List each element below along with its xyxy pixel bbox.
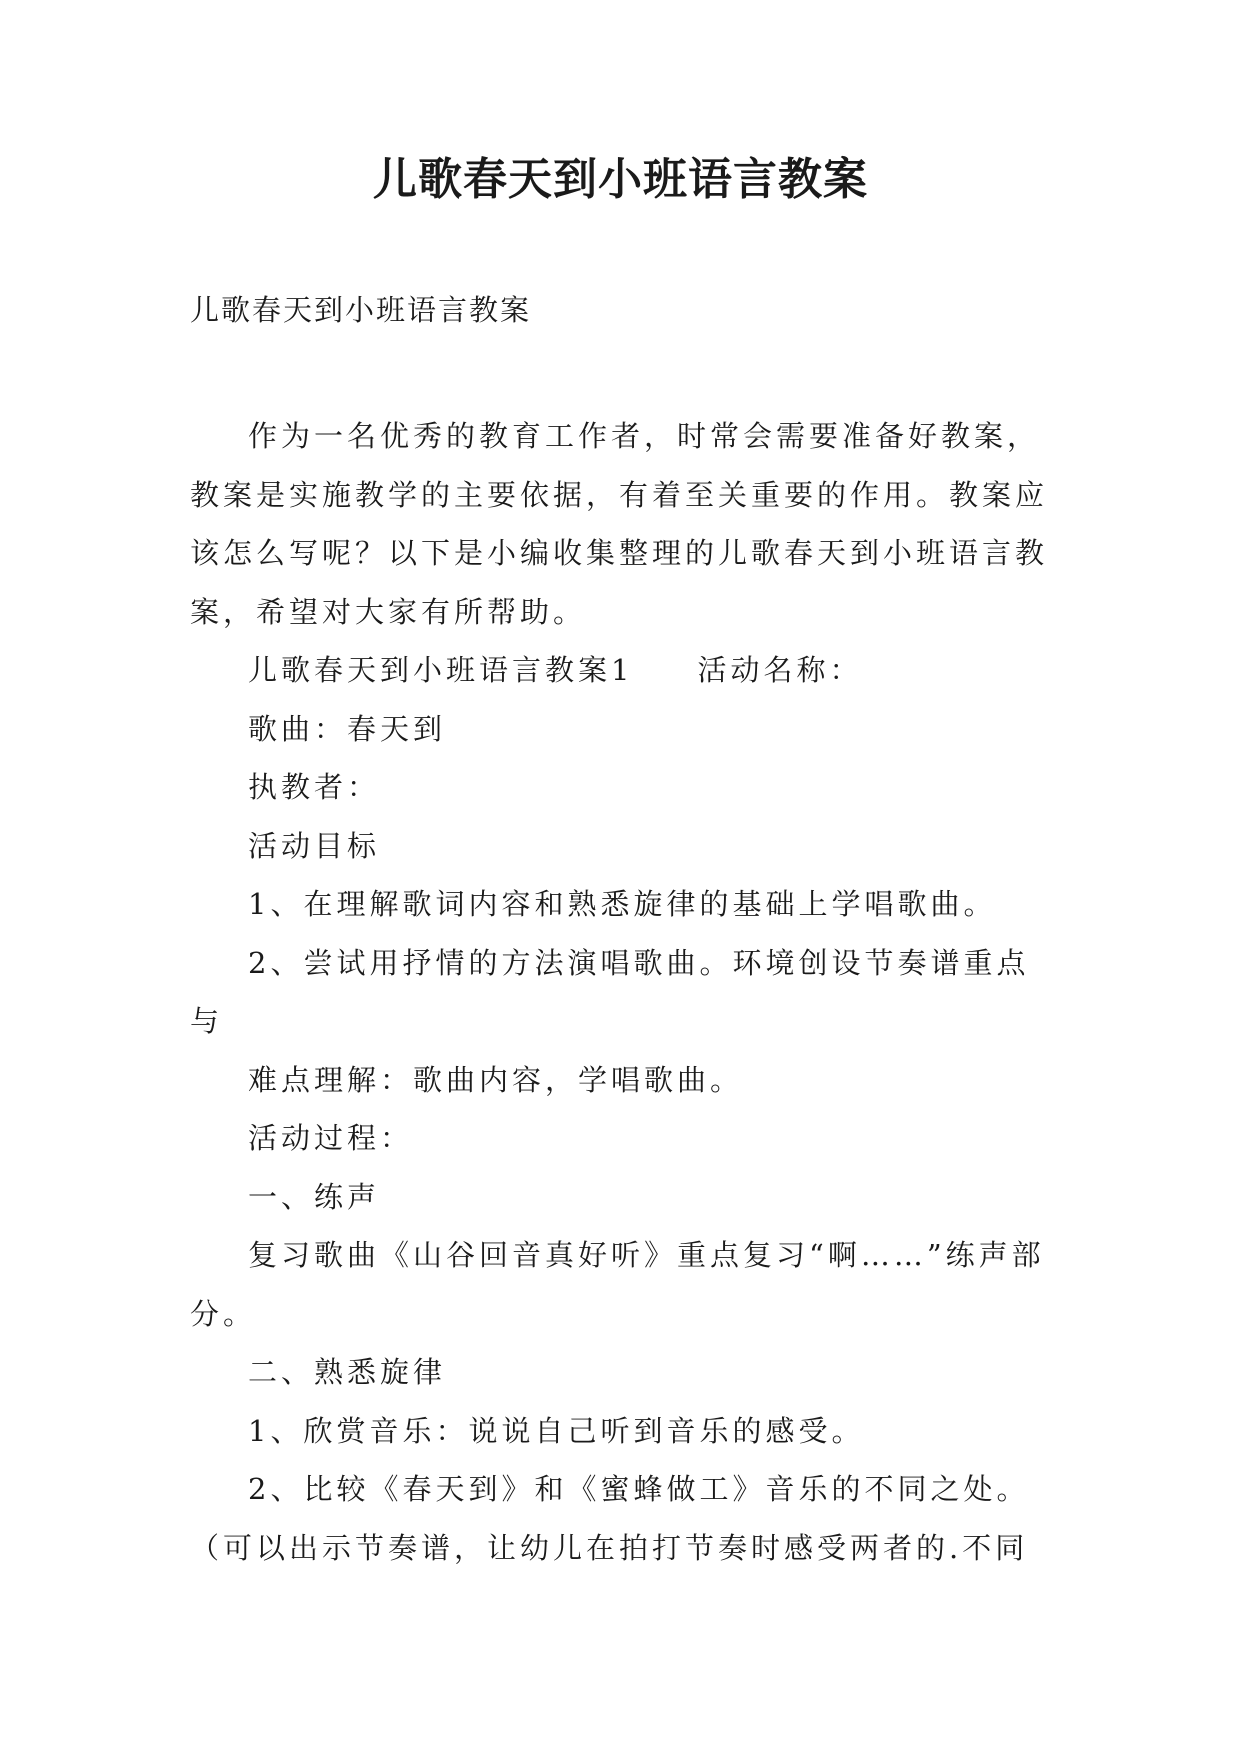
step1-heading: 一、练声: [248, 1179, 381, 1214]
goal-item-1: 1、在理解歌词内容和熟悉旋律的基础上学唱歌曲。: [248, 887, 997, 921]
difficulty-line: 难点理解：歌曲内容，学唱歌曲。: [248, 1062, 744, 1097]
goal-item-2: 2、尝试用抒情的方法演唱歌曲。环境创设节奏谱重点与: [190, 945, 1030, 1038]
step2-item-1: 1、欣赏音乐：说说自己听到音乐的感受。: [248, 1413, 865, 1448]
teacher-line: 执教者：: [248, 770, 381, 804]
intro-paragraph: 作为一名优秀的教育工作者，时常会需要准备好教案，教案是实施教学的主要依据，有着至关重要的作用。教案应该怎么写呢？以下是小编收集整理的儿歌春天到小班语言教案，希望对大家有所帮助。: [190, 419, 1049, 629]
process-heading: 活动过程：: [248, 1121, 414, 1155]
section-title-line: [190, 641, 1060, 700]
song-line: 歌曲：春天到: [248, 711, 447, 746]
step1-text: 复习歌曲《山谷回音真好听》重点复习“啊……”练声部分。: [190, 1238, 1045, 1331]
step2-heading: 二、熟悉旋律: [248, 1355, 447, 1389]
activity-name-label: 活动名称：: [697, 653, 863, 687]
document-subtitle: 儿歌春天到小班语言教案: [190, 293, 532, 327]
section-title: 儿歌春天到小班语言教案1: [248, 653, 634, 687]
document-body: [190, 407, 1060, 1577]
document-title: 儿歌春天到小班语言教案: [373, 154, 868, 205]
goal-heading: 活动目标: [248, 828, 381, 863]
step2-item-2: 2、比较《春天到》和《蜜蜂做工》音乐的不同之处。（可以出示节奏谱，让幼儿在拍打节奏时感受两者的.不同: [190, 1472, 1030, 1565]
